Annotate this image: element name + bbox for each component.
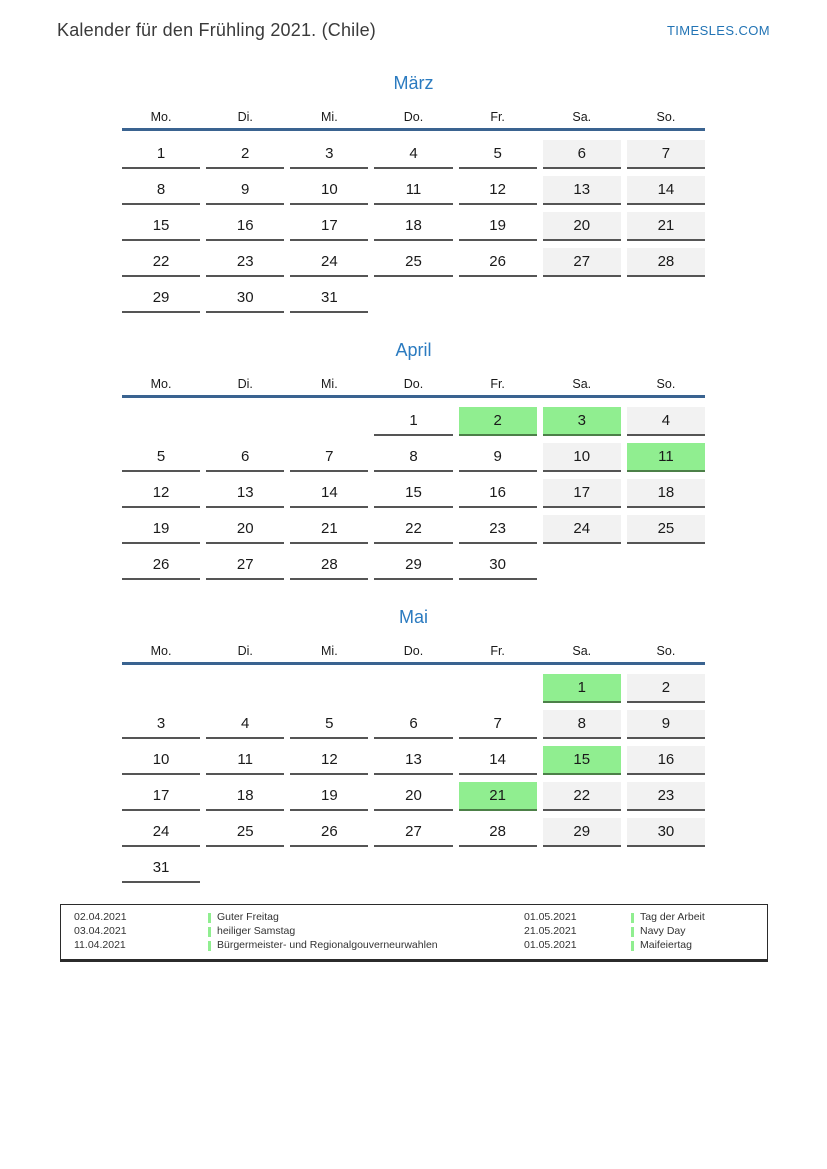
day-cell: 12	[459, 176, 537, 205]
holiday-date: 03.04.2021	[74, 925, 127, 937]
day-cell: 24	[122, 818, 200, 847]
day-cell: 17	[290, 212, 368, 241]
day-cell: 4	[374, 140, 452, 169]
empty-cell	[122, 407, 200, 436]
weekday-header	[122, 377, 705, 391]
weekday-label: Fr.	[490, 644, 505, 658]
weeks	[122, 140, 705, 313]
weeks	[122, 674, 705, 883]
week-row	[122, 782, 705, 811]
day-cell: 8	[374, 443, 452, 472]
week-row	[122, 515, 705, 544]
empty-cell	[206, 407, 284, 436]
weekend-day-cell: 4	[627, 407, 705, 436]
weekend-day-cell: 29	[543, 818, 621, 847]
weekday-label: So.	[656, 110, 676, 124]
weekday-header	[122, 644, 705, 658]
weeks	[122, 407, 705, 580]
weekday-label: Fr.	[490, 110, 505, 124]
day-cell: 21	[290, 515, 368, 544]
holiday-marker	[208, 941, 211, 951]
empty-cell	[459, 284, 537, 313]
day-cell: 19	[290, 782, 368, 811]
empty-cell	[543, 551, 621, 580]
weekend-day-cell: 10	[543, 443, 621, 472]
header-underline	[122, 128, 705, 131]
day-cell: 30	[459, 551, 537, 580]
day-cell: 15	[374, 479, 452, 508]
day-cell: 5	[459, 140, 537, 169]
day-cell: 27	[374, 818, 452, 847]
day-cell: 19	[459, 212, 537, 241]
holiday-marker	[631, 927, 634, 937]
weekend-day-cell: 8	[543, 710, 621, 739]
weekday-label: Mi.	[321, 110, 338, 124]
day-cell: 26	[290, 818, 368, 847]
empty-cell	[459, 854, 537, 883]
day-cell: 6	[374, 710, 452, 739]
weekday-label: Fr.	[490, 377, 505, 391]
weekday-label: Mo.	[150, 644, 172, 658]
day-cell: 31	[290, 284, 368, 313]
holiday-date: 02.04.2021	[74, 911, 127, 923]
weekday-label: Mo.	[150, 377, 172, 391]
day-cell: 18	[374, 212, 452, 241]
day-cell: 16	[459, 479, 537, 508]
day-cell: 24	[290, 248, 368, 277]
weekend-day-cell: 7	[627, 140, 705, 169]
day-cell: 10	[290, 176, 368, 205]
day-cell: 29	[122, 284, 200, 313]
holiday-date: 11.04.2021	[74, 939, 126, 951]
weekend-day-cell: 30	[627, 818, 705, 847]
day-cell: 6	[206, 443, 284, 472]
empty-cell	[627, 551, 705, 580]
day-cell: 22	[374, 515, 452, 544]
weekend-day-cell: 13	[543, 176, 621, 205]
holiday-legend	[60, 904, 768, 962]
empty-cell	[122, 674, 200, 703]
weekday-label: Do.	[403, 377, 424, 391]
weekday-label: Di.	[237, 110, 253, 124]
weekend-day-cell: 28	[627, 248, 705, 277]
week-row	[122, 854, 705, 883]
day-cell: 13	[374, 746, 452, 775]
weekday-label: Sa.	[572, 377, 592, 391]
week-row	[122, 818, 705, 847]
day-cell: 4	[206, 710, 284, 739]
weekday-label: So.	[656, 377, 676, 391]
weekend-day-cell: 20	[543, 212, 621, 241]
holiday-marker	[208, 927, 211, 937]
month-maerz	[122, 73, 705, 313]
week-row	[122, 248, 705, 277]
empty-cell	[459, 674, 537, 703]
day-cell: 28	[290, 551, 368, 580]
empty-cell	[543, 284, 621, 313]
day-cell: 5	[290, 710, 368, 739]
month-title: Mai	[398, 607, 428, 627]
holiday-day-cell: 21	[459, 782, 537, 811]
weekend-day-cell: 25	[627, 515, 705, 544]
month-title: März	[393, 73, 434, 93]
day-cell: 3	[290, 140, 368, 169]
holiday-date: 01.05.2021	[524, 939, 577, 951]
day-cell: 11	[374, 176, 452, 205]
week-row	[122, 212, 705, 241]
weekend-day-cell: 9	[627, 710, 705, 739]
holiday-date: 21.05.2021	[524, 925, 577, 937]
day-cell: 1	[374, 407, 452, 436]
holiday-legend-grid	[74, 911, 755, 952]
day-cell: 9	[459, 443, 537, 472]
holiday-day-cell: 3	[543, 407, 621, 436]
day-cell: 23	[459, 515, 537, 544]
empty-cell	[543, 854, 621, 883]
holiday-name	[208, 939, 524, 952]
week-row	[122, 284, 705, 313]
holiday-day-cell: 1	[543, 674, 621, 703]
weekday-label: Sa.	[572, 110, 592, 124]
day-cell: 15	[122, 212, 200, 241]
weekend-day-cell: 23	[627, 782, 705, 811]
weekday-label: So.	[656, 644, 676, 658]
day-cell: 2	[206, 140, 284, 169]
holiday-marker	[631, 913, 634, 923]
month-title: April	[395, 340, 432, 360]
weekend-day-cell: 24	[543, 515, 621, 544]
empty-cell	[627, 854, 705, 883]
week-row	[122, 746, 705, 775]
week-row	[122, 176, 705, 205]
empty-cell	[627, 284, 705, 313]
weekday-label: Sa.	[572, 644, 592, 658]
day-cell: 29	[374, 551, 452, 580]
day-cell: 20	[374, 782, 452, 811]
day-cell: 25	[374, 248, 452, 277]
header-underline	[122, 395, 705, 398]
day-cell: 31	[122, 854, 200, 883]
month-mai	[122, 607, 705, 883]
weekday-label: Mi.	[321, 377, 338, 391]
holiday-marker	[631, 941, 634, 951]
week-row	[122, 479, 705, 508]
empty-cell	[206, 674, 284, 703]
weekend-day-cell: 14	[627, 176, 705, 205]
day-cell: 28	[459, 818, 537, 847]
empty-cell	[290, 674, 368, 703]
holiday-day-cell: 15	[543, 746, 621, 775]
day-cell: 22	[122, 248, 200, 277]
holiday-date: 01.05.2021	[524, 911, 577, 923]
day-cell: 23	[206, 248, 284, 277]
day-cell: 11	[206, 746, 284, 775]
week-row	[122, 407, 705, 436]
day-cell: 5	[122, 443, 200, 472]
holiday-name	[208, 925, 524, 938]
holiday-name	[208, 911, 524, 924]
holiday-marker	[208, 913, 211, 923]
week-row	[122, 551, 705, 580]
day-cell: 14	[459, 746, 537, 775]
page-header	[0, 0, 827, 41]
weekend-day-cell: 17	[543, 479, 621, 508]
empty-cell	[206, 854, 284, 883]
day-cell: 16	[206, 212, 284, 241]
weekend-day-cell: 21	[627, 212, 705, 241]
day-cell: 10	[122, 746, 200, 775]
day-cell: 26	[122, 551, 200, 580]
weekday-header	[122, 110, 705, 124]
holiday-name-text: Guter Freitag	[217, 911, 279, 923]
holiday-name-text: Navy Day	[640, 925, 686, 937]
weekday-label: Di.	[237, 644, 253, 658]
day-cell: 19	[122, 515, 200, 544]
day-cell: 20	[206, 515, 284, 544]
weekday-label: Di.	[237, 377, 253, 391]
day-cell: 7	[459, 710, 537, 739]
empty-cell	[374, 674, 452, 703]
holiday-name-text: heiliger Samstag	[217, 925, 296, 937]
weekend-day-cell: 18	[627, 479, 705, 508]
holiday-day-cell: 11	[627, 443, 705, 472]
day-cell: 8	[122, 176, 200, 205]
month-april	[122, 340, 705, 580]
week-row	[122, 140, 705, 169]
weekend-day-cell: 6	[543, 140, 621, 169]
weekday-label: Do.	[403, 644, 424, 658]
day-cell: 7	[290, 443, 368, 472]
day-cell: 9	[206, 176, 284, 205]
weekday-label: Do.	[403, 110, 424, 124]
weekend-day-cell: 16	[627, 746, 705, 775]
holiday-name-text: Bürgermeister- und Regionalgouverneurwahlen	[217, 939, 438, 951]
holiday-name-text: Tag der Arbeit	[640, 911, 705, 923]
day-cell: 27	[206, 551, 284, 580]
holiday-name	[631, 925, 755, 938]
holiday-name-text: Maifeiertag	[640, 939, 692, 951]
brand-link[interactable]: TIMESLES.COM	[666, 23, 770, 38]
holiday-day-cell: 2	[459, 407, 537, 436]
weekend-day-cell: 27	[543, 248, 621, 277]
day-cell: 25	[206, 818, 284, 847]
day-cell: 14	[290, 479, 368, 508]
day-cell: 26	[459, 248, 537, 277]
calendar-months	[122, 73, 705, 883]
weekday-label: Mo.	[150, 110, 172, 124]
day-cell: 13	[206, 479, 284, 508]
empty-cell	[290, 407, 368, 436]
day-cell: 18	[206, 782, 284, 811]
day-cell: 17	[122, 782, 200, 811]
day-cell: 1	[122, 140, 200, 169]
page-title: Kalender für den Frühling 2021. (Chile)	[57, 20, 376, 40]
day-cell: 3	[122, 710, 200, 739]
empty-cell	[374, 854, 452, 883]
holiday-name	[631, 939, 755, 952]
weekday-label: Mi.	[321, 644, 338, 658]
weekend-day-cell: 22	[543, 782, 621, 811]
week-row	[122, 674, 705, 703]
empty-cell	[290, 854, 368, 883]
weekend-day-cell: 2	[627, 674, 705, 703]
day-cell: 12	[290, 746, 368, 775]
day-cell: 30	[206, 284, 284, 313]
day-cell: 12	[122, 479, 200, 508]
empty-cell	[374, 284, 452, 313]
week-row	[122, 710, 705, 739]
holiday-name	[631, 911, 755, 924]
week-row	[122, 443, 705, 472]
header-underline	[122, 662, 705, 665]
